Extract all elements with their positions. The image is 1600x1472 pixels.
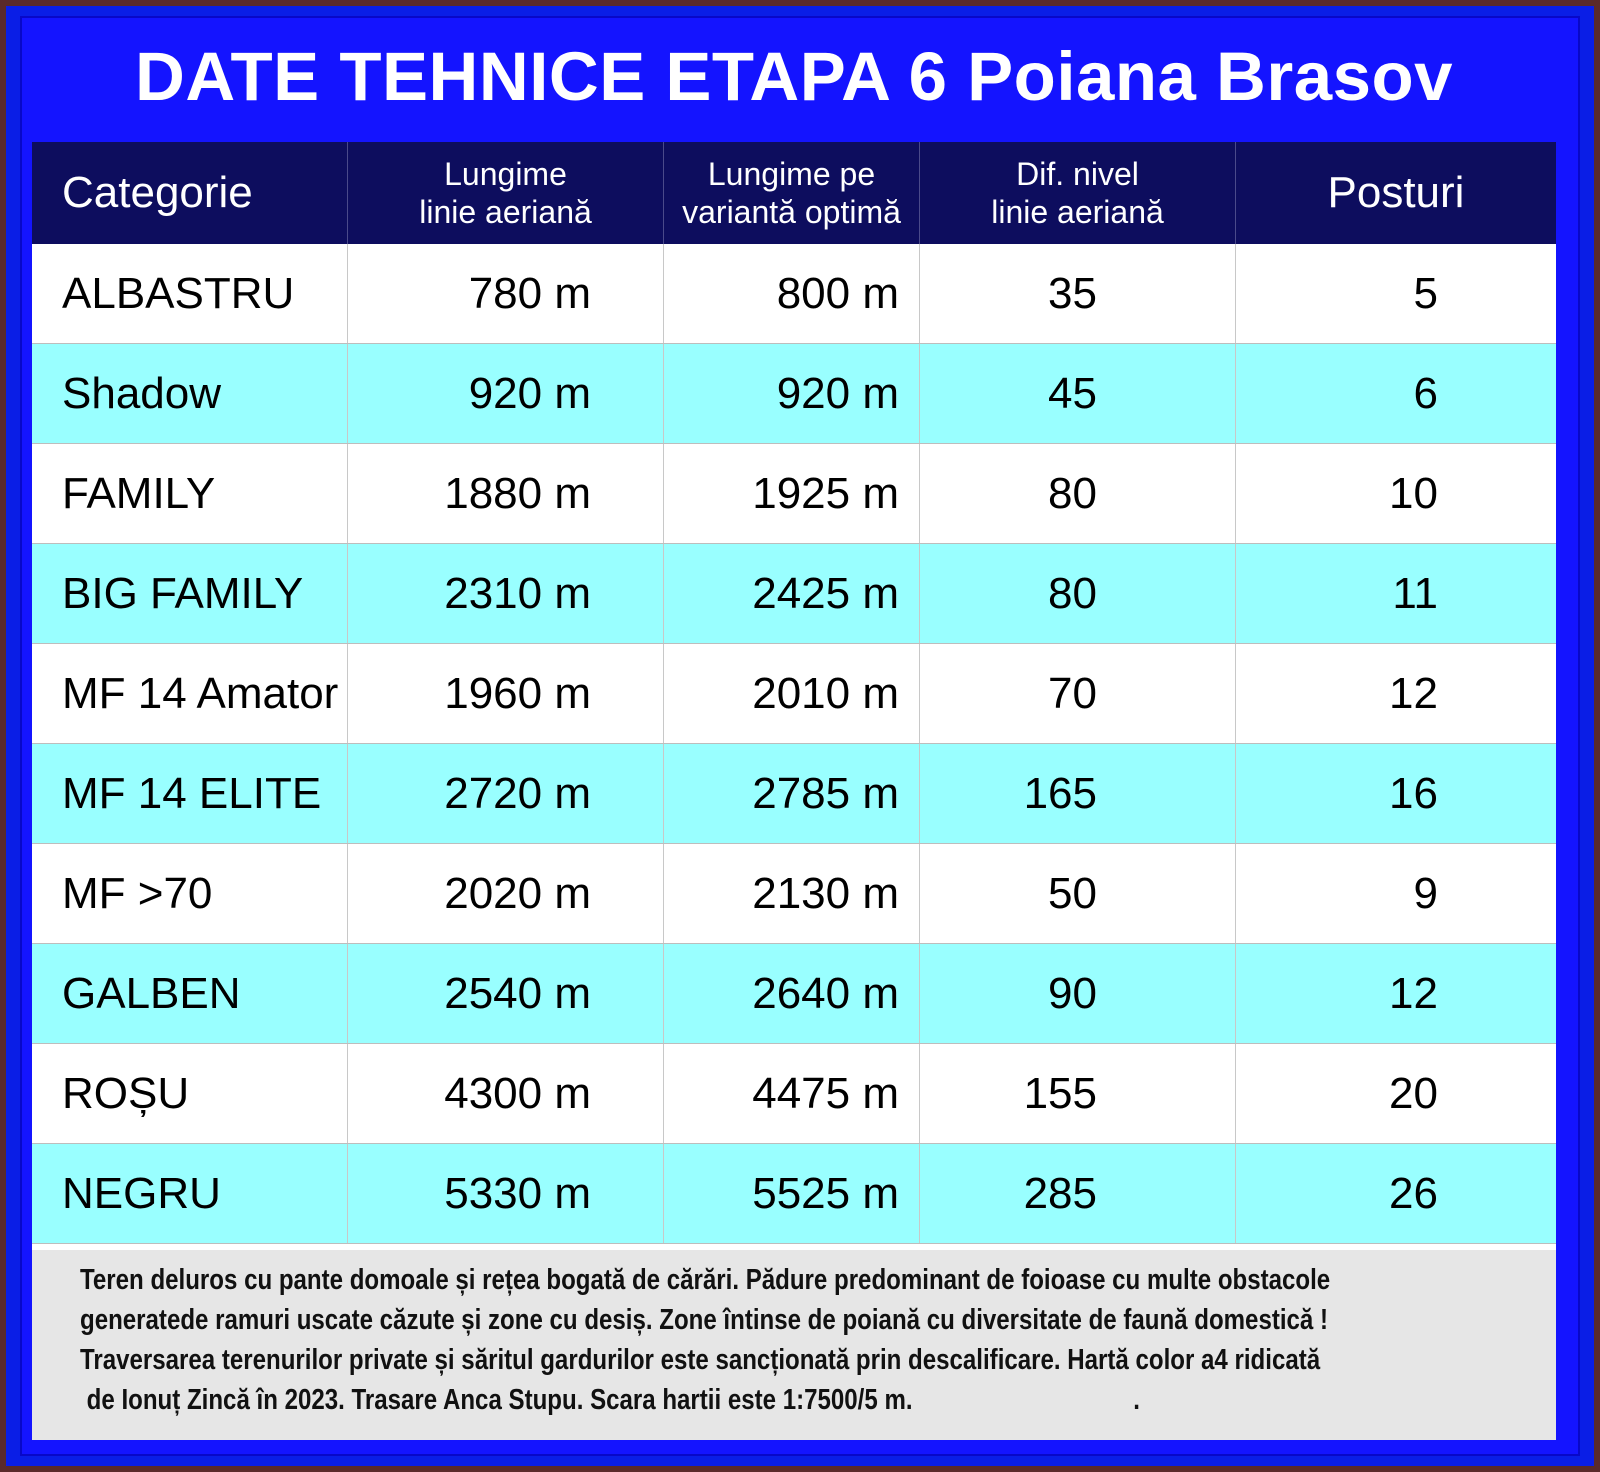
- cell-optimal-length: 5525 m: [664, 1144, 920, 1243]
- cell-controls: 16: [1389, 768, 1438, 818]
- technical-data-table: [32, 142, 1556, 1250]
- footer-line: Traversarea terenurilor private și săritul gardurilor este sancționată prin descalificare. Hartă color a4 ridicată: [80, 1344, 1321, 1376]
- cell-optimal-length: 2130 m: [664, 844, 920, 943]
- cell-controls: 5: [1413, 268, 1438, 318]
- table-row: [32, 244, 1556, 344]
- footer-notes: [32, 1250, 1556, 1440]
- table-header: [32, 142, 1556, 244]
- cell-category: MF 14 ELITE: [32, 744, 348, 843]
- cell-category: NEGRU: [32, 1144, 348, 1243]
- cell-controls: 20: [1389, 1068, 1438, 1118]
- cell-controls: 12: [1389, 968, 1438, 1018]
- cell-elevation: 80: [920, 444, 1236, 543]
- cell-controls: 6: [1413, 368, 1438, 418]
- cell-air-length: 2310 m: [348, 544, 664, 643]
- cell-air-length: 2020 m: [348, 844, 664, 943]
- table-row: [32, 544, 1556, 644]
- cell-air-length: 780 m: [348, 244, 664, 343]
- cell-air-length: 2720 m: [348, 744, 664, 843]
- cell-optimal-length: 2640 m: [664, 944, 920, 1043]
- cell-optimal-length: 2425 m: [664, 544, 920, 643]
- cell-air-length: 1960 m: [348, 644, 664, 743]
- table-row: [32, 344, 1556, 444]
- cell-category: ROȘU: [32, 1044, 348, 1143]
- table-row: [32, 644, 1556, 744]
- footer-line: generatede ramuri uscate căzute și zone cu desiș. Zone întinse de poiană cu diversitate de faună domestică !: [80, 1304, 1329, 1336]
- cell-category: GALBEN: [32, 944, 348, 1043]
- footer-text: [80, 1260, 1520, 1420]
- table-row: [32, 1044, 1556, 1144]
- table-row: [32, 1144, 1556, 1244]
- table-row: [32, 744, 1556, 844]
- cell-optimal-length: 2785 m: [664, 744, 920, 843]
- cell-controls: 26: [1389, 1168, 1438, 1218]
- cell-controls: 9: [1413, 868, 1438, 918]
- cell-air-length: 2540 m: [348, 944, 664, 1043]
- cell-elevation: 165: [920, 744, 1236, 843]
- cell-category: ALBASTRU: [32, 244, 348, 343]
- cell-air-length: 920 m: [348, 344, 664, 443]
- header-air-length: Lungime linie aeriană: [348, 142, 664, 244]
- cell-air-length: 5330 m: [348, 1144, 664, 1243]
- cell-category: FAMILY: [32, 444, 348, 543]
- table-row: [32, 944, 1556, 1044]
- header-controls: Posturi: [1327, 168, 1465, 217]
- footer-line: Teren deluros cu pante domoale și rețea bogată de cărări. Pădure predominant de foioase cu multe obstacole: [80, 1264, 1331, 1296]
- cell-air-length: 4300 m: [348, 1044, 664, 1143]
- cell-category: MF >70: [32, 844, 348, 943]
- cell-elevation: 50: [920, 844, 1236, 943]
- header-category: Categorie: [32, 142, 348, 244]
- cell-controls: 11: [1392, 568, 1438, 618]
- table-row: [32, 844, 1556, 944]
- table-row: [32, 444, 1556, 544]
- cell-optimal-length: 2010 m: [664, 644, 920, 743]
- cell-optimal-length: 920 m: [664, 344, 920, 443]
- header-elevation: Dif. nivel linie aeriană: [920, 142, 1236, 244]
- cell-optimal-length: 1925 m: [664, 444, 920, 543]
- cell-elevation: 70: [920, 644, 1236, 743]
- cell-category: BIG FAMILY: [32, 544, 348, 643]
- cell-air-length: 1880 m: [348, 444, 664, 543]
- cell-optimal-length: 4475 m: [664, 1044, 920, 1143]
- cell-elevation: 80: [920, 544, 1236, 643]
- cell-category: Shadow: [32, 344, 348, 443]
- cell-elevation: 285: [920, 1144, 1236, 1243]
- cell-elevation: 45: [920, 344, 1236, 443]
- cell-elevation: 35: [920, 244, 1236, 343]
- page-title: DATE TEHNICE ETAPA 6 Poiana Brasov: [134, 38, 1454, 115]
- cell-controls: 10: [1389, 468, 1438, 518]
- cell-optimal-length: 800 m: [664, 244, 920, 343]
- cell-elevation: 155: [920, 1044, 1236, 1143]
- footer-line: de Ionuț Zincă în 2023. Trasare Anca Stupu. Scara hartii este 1:7500/5 m. .: [80, 1384, 1140, 1416]
- header-optimal-length: Lungime pe variantă optimă: [664, 142, 920, 244]
- cell-category: MF 14 Amator: [32, 644, 348, 743]
- cell-elevation: 90: [920, 944, 1236, 1043]
- cell-controls: 12: [1389, 668, 1438, 718]
